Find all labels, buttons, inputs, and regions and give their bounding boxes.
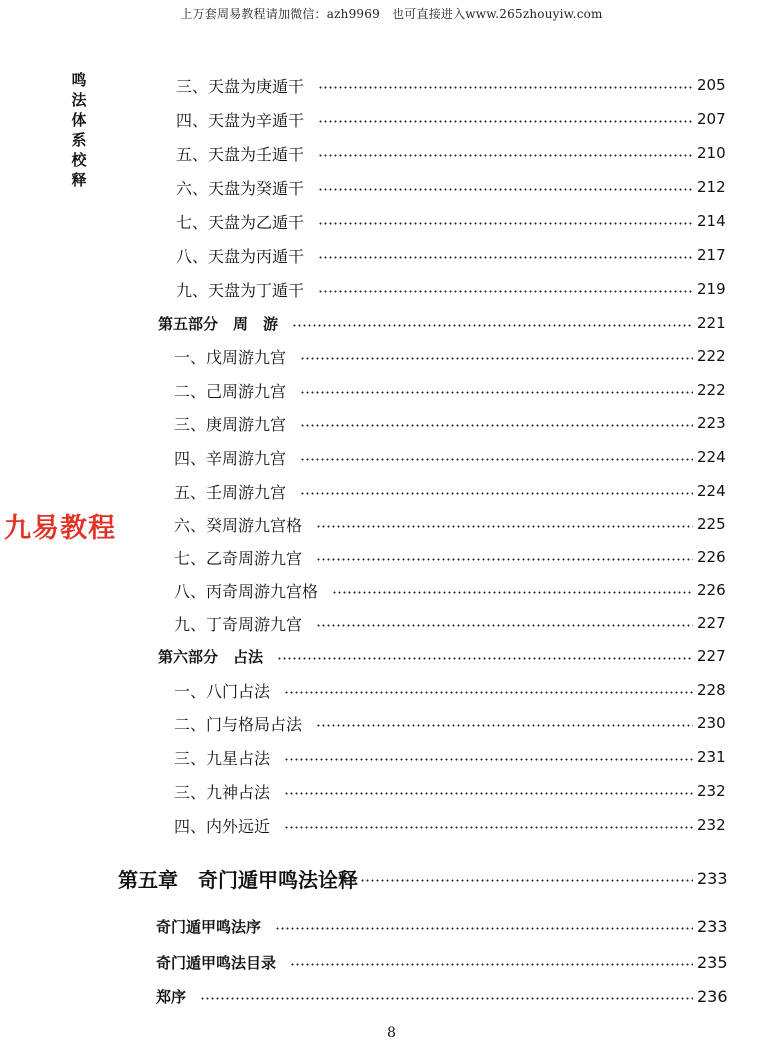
toc-entry	[174, 611, 726, 635]
dot-leader	[360, 879, 693, 882]
toc-entry	[176, 243, 726, 267]
toc-entry-page: 214	[697, 212, 726, 230]
toc-entry-page: 222	[697, 381, 726, 399]
toc-entry	[174, 779, 726, 803]
toc-entry-title: 四、辛周游九宫	[174, 448, 287, 468]
dot-leader	[200, 997, 693, 1000]
toc-entry-page: 226	[697, 581, 726, 599]
dot-leader	[284, 691, 693, 694]
toc-entry	[174, 545, 726, 569]
toc-entry-page: 224	[697, 482, 726, 500]
dot-leader	[284, 826, 693, 829]
toc-entry-title: 奇门遁甲鸣法目录	[156, 953, 277, 972]
toc-entry-title: 五、壬周游九宫	[174, 482, 287, 502]
toc-entry-page: 236	[697, 986, 728, 1006]
dot-leader	[284, 792, 693, 795]
toc-entry-title: 八、丙奇周游九宫格	[174, 581, 319, 601]
toc-entry-title: 二、己周游九宫	[174, 381, 287, 401]
toc-entry-title: 六、天盘为癸遁干	[176, 178, 305, 198]
toc-entry-title: 八、天盘为丙遁干	[176, 246, 305, 266]
toc-entry-title: 九、丁奇周游九宫	[174, 614, 303, 634]
toc-entry-title: 一、八门占法	[174, 681, 271, 701]
toc-entry-page: 226	[697, 548, 726, 566]
toc-entry-page: 231	[697, 748, 726, 766]
side-title-char: 系	[71, 131, 87, 149]
toc-entry-page: 227	[697, 614, 726, 632]
side-book-title	[68, 70, 90, 190]
toc-entry	[174, 578, 726, 602]
toc-entry	[174, 411, 726, 435]
toc-entry-page: 205	[697, 76, 726, 94]
toc-entry-page: 217	[697, 246, 726, 264]
dot-leader	[318, 256, 693, 259]
toc-entry-page: 232	[697, 816, 726, 834]
side-title-char: 校	[71, 151, 87, 169]
toc-entry	[174, 378, 726, 402]
toc-entry-title: 七、天盘为乙遁干	[176, 212, 305, 232]
dot-leader	[292, 324, 693, 327]
toc-entry	[176, 73, 726, 97]
dot-leader	[318, 120, 693, 123]
toc-entry-page: 207	[697, 110, 726, 128]
toc-entry-title: 第五章 奇门遁甲鸣法诠释	[118, 867, 358, 892]
dot-leader	[332, 591, 693, 594]
toc-entry-title: 三、九神占法	[174, 782, 271, 802]
dot-leader	[316, 724, 693, 727]
toc-entry-title: 六、癸周游九宫格	[174, 515, 303, 535]
toc-entry-page: 227	[697, 647, 726, 665]
toc-part-heading	[158, 644, 726, 668]
toc-entry-page: 212	[697, 178, 726, 196]
toc-chapter-heading	[118, 864, 728, 892]
dot-leader	[316, 525, 693, 528]
toc-entry-page: 230	[697, 714, 726, 732]
toc-entry	[176, 107, 726, 131]
toc-entry-page: 225	[697, 515, 726, 533]
toc-entry-title: 一、戊周游九宫	[174, 347, 287, 367]
toc-entry-title: 奇门遁甲鸣法序	[156, 917, 262, 936]
toc-entry-title: 四、内外远近	[174, 816, 271, 836]
toc-entry	[156, 984, 728, 1008]
toc-entry	[174, 745, 726, 769]
toc-entry-title: 五、天盘为壬遁干	[176, 144, 305, 164]
toc-entry	[176, 209, 726, 233]
toc-entry-title: 第五部分 周 游	[158, 314, 279, 333]
toc-entry-page: 233	[697, 916, 728, 936]
dot-leader	[300, 492, 693, 495]
watermark-logo: 九易教程	[4, 513, 116, 544]
dot-leader	[318, 188, 693, 191]
dot-leader	[275, 927, 693, 930]
toc-entry-title: 九、天盘为丁遁干	[176, 280, 305, 300]
toc-entry-page: 224	[697, 448, 726, 466]
toc-entry-page: 210	[697, 144, 726, 162]
toc-entry	[174, 344, 726, 368]
toc-entry	[176, 141, 726, 165]
dot-leader	[316, 624, 693, 627]
dot-leader	[300, 424, 693, 427]
dot-leader	[284, 758, 693, 761]
toc-entry-title: 郑序	[156, 987, 187, 1006]
side-title-char: 法	[71, 91, 87, 109]
toc-entry-page: 235	[697, 952, 728, 972]
toc-entry	[176, 175, 726, 199]
toc-entry	[174, 479, 726, 503]
dot-leader	[300, 458, 693, 461]
dot-leader	[318, 86, 693, 89]
page-number: 8	[387, 1025, 396, 1041]
side-title-char: 体	[71, 111, 87, 129]
dot-leader	[300, 391, 693, 394]
toc-entry-page: 223	[697, 414, 726, 432]
dot-leader	[300, 357, 693, 360]
toc-entry-title: 三、庚周游九宫	[174, 414, 287, 434]
dot-leader	[318, 290, 693, 293]
toc-entry	[156, 914, 728, 938]
toc-entry-page: 221	[697, 314, 726, 332]
toc-entry	[174, 512, 726, 536]
toc-entry-title: 第六部分 占法	[158, 647, 264, 666]
toc-entry-title: 三、天盘为庚遁干	[176, 76, 305, 96]
toc-entry-title: 七、乙奇周游九宫	[174, 548, 303, 568]
toc-entry	[174, 711, 726, 735]
toc-entry-title: 三、九星占法	[174, 748, 271, 768]
toc-entry	[174, 813, 726, 837]
dot-leader	[316, 558, 693, 561]
toc-entry	[176, 277, 726, 301]
toc-entry	[174, 678, 726, 702]
dot-leader	[277, 657, 693, 660]
side-title-char: 释	[71, 171, 87, 189]
toc-entry-page: 233	[697, 868, 728, 888]
toc-entry-page: 232	[697, 782, 726, 800]
dot-leader	[318, 222, 693, 225]
toc-entry-page: 219	[697, 280, 726, 298]
toc-part-heading	[158, 311, 726, 335]
dot-leader	[290, 963, 693, 966]
side-title-char: 鸣	[71, 71, 87, 89]
dot-leader	[318, 154, 693, 157]
toc-entry	[174, 445, 726, 469]
toc-entry-title: 四、天盘为辛遁干	[176, 110, 305, 130]
toc-entry-page: 228	[697, 681, 726, 699]
toc-entry-page: 222	[697, 347, 726, 365]
header-note: 上万套周易教程请加微信：azh9969 也可直接进入www.265zhouyiw.com	[180, 7, 603, 21]
toc-entry	[156, 950, 728, 974]
toc-entry-title: 二、门与格局占法	[174, 714, 303, 734]
